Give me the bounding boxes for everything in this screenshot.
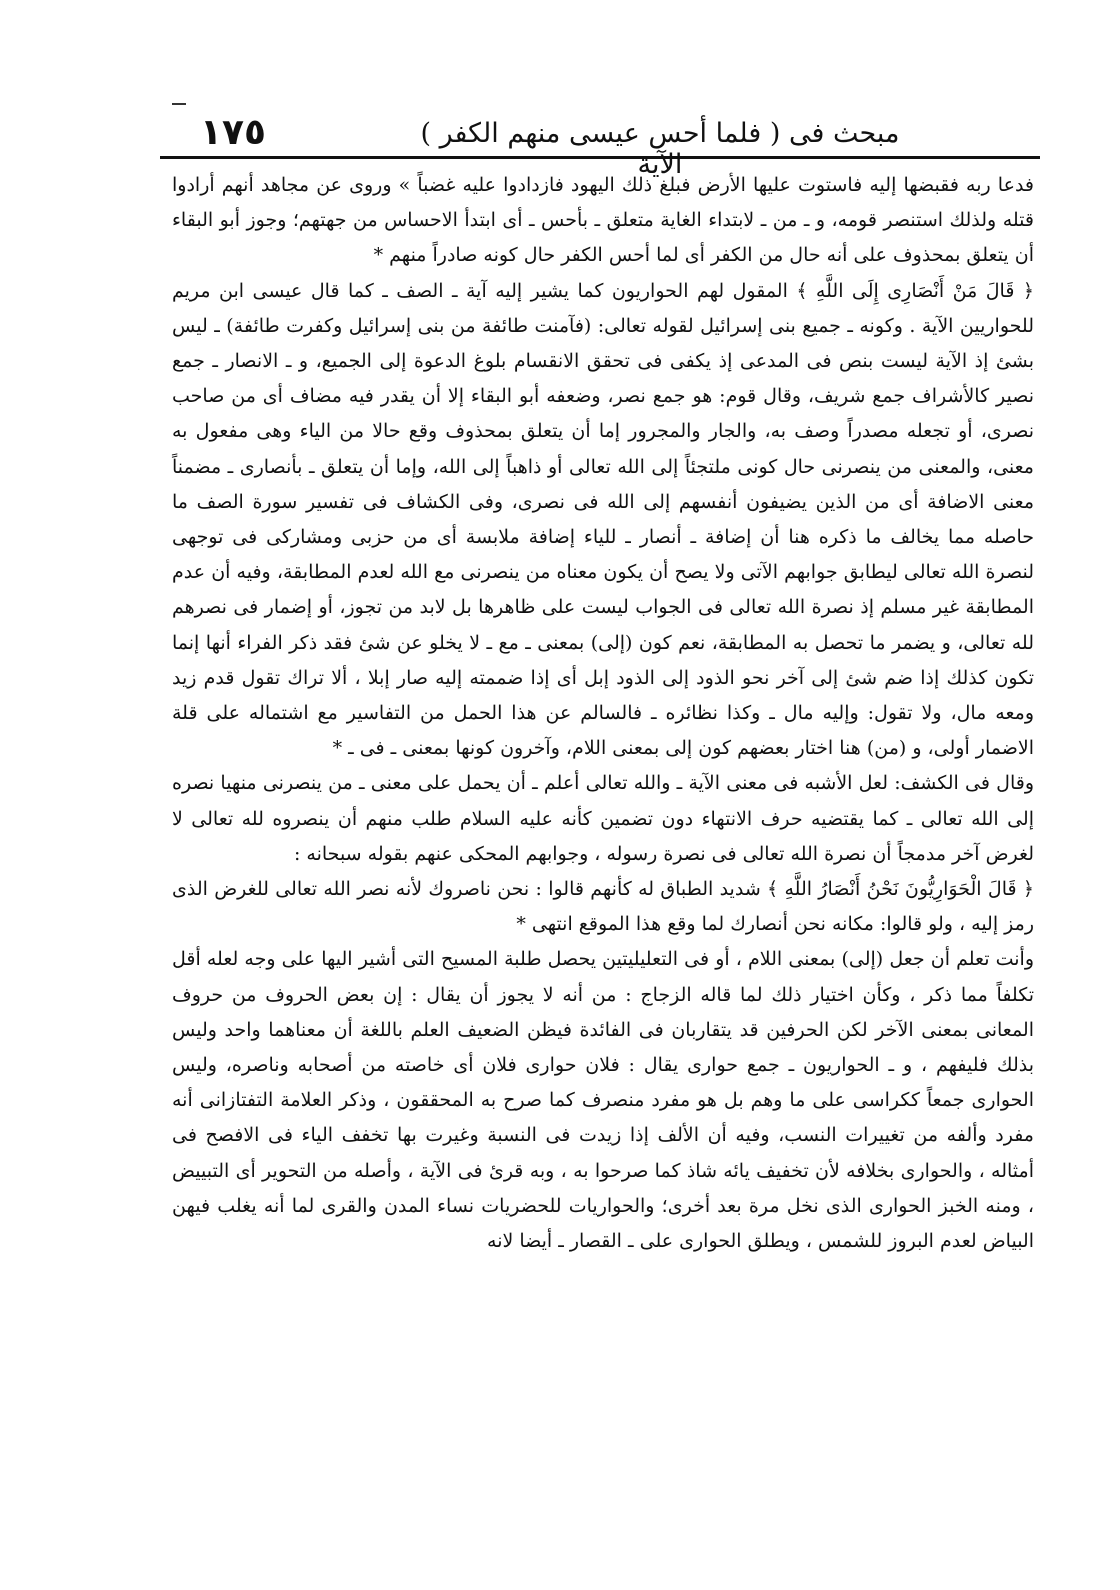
header-divider [160,156,1040,159]
page-header [160,108,1040,180]
paragraph: فدعا ربه فقبضها إليه فاستوت عليها الأرض فبلغ ذلك اليهود فازدادوا عليه غضباً » وروى عن مجاهد أنهم أرادوا قتله ولذلك استنصر قومه، و ـ من ـ لابتداء الغاية متعلق ـ بأحس ـ أى ابتدأ الاحساس من جهتهم؛ وجوز أبو البقاء أن يتعلق بمحذوف على أنه حال من الكفر أى لما أحس الكفر حال كونه صادراً منهم * [172,174,1034,267]
paragraph: وقال فى الكشف: لعل الأشبه فى معنى الآية ـ والله تعالى أعلم ـ أن يحمل على معنى ـ من ينصرنى منهيا نصره إلى الله تعالى ـ كما يقتضيه حرف الانتهاء دون تضمين كأنه عليه السلام طلب منهم أن ينصروه لله تعالى لا لغرض آخر مدمجاً أن نصرة الله تعالى فى نصرة رسوله ، وجوابهم المحكى عنهم بقوله سبحانه : [172,772,1034,865]
page-number: ١٧٥ [200,112,266,153]
paragraph: وأنت تعلم أن جعل (إلى) بمعنى اللام ، أو فى التعليليتين يحصل طلبة المسيح التى أشير اليها على وجه لعله أقل تكلفاً مما ذكر ، وكأن اختيار ذلك لما قاله الزجاج : من أنه لا يجوز أن يقال : إن بعض الحروف من حروف المعانى بمعنى الآخر لكن الحرفين قد يتقاربان فى الفائدة فيظن الضعيف العلم باللغة أن معناهما واحد وليس بذلك فليفهم ، و ـ الحواريون ـ جمع حوارى يقال : فلان حوارى فلان أى خاصته من أصحابه وناصره، وليس الحوارى جمعاً ككراسى على ما وهم بل هو مفرد منصرف كما صرح به المحققون ، وذكر العلامة التفتازانى أنه مفرد وألفه من تغييرات النسب، وفيه أن الألف إذا زيدت فى النسبة وغيرت بها تخفف الياء فى الافصح فى أمثاله ، والحوارى بخلافه لأن تخفيف يائه شاذ كما صرحوا به ، وبه قرئ فى الآية ، وأصله من التحوير أى التبييض ، ومنه الخبز الحوارى الذى نخل مرة بعد أخرى؛ والحواريات للحضريات نساء المدن والقرى لما أنه يغلب فيهن البياض لعدم البروز للشمس ، ويطلق الحوارى على ـ القصار ـ أيضا لانه [172,948,1034,1253]
scan-mark [172,103,186,105]
paragraph: ﴿ قَالَ الْحَوَارِيُّونَ نَحْنُ أَنْصَارُ اللَّهِ ﴾ شديد الطباق له كأنهم قالوا : نحن ناصروك لأنه نصر الله تعالى للغرض الذى رمز إليه ، ولو قالوا: مكانه نحن أنصارك لما وقع هذا الموقع انتهى * [172,878,1034,936]
running-title: مبحث فى ( فلما أحس عيسى منهم الكفر ) الآية [420,118,900,180]
main-text [172,168,1034,1573]
paragraph: ﴿ قَالَ مَنْ أَنْصَارِى إِلَى اللَّهِ ﴾ المقول لهم الحواريون كما يشير إليه آية ـ الصف ـ كما قال عيسى ابن مريم للحواريين الآية . وكونه ـ جميع بنى إسرائيل لقوله تعالى: (فآمنت طائفة من بنى إسرائيل وكفرت طائفة) ـ ليس بشئ إذ الآية ليست بنص فى المدعى إذ يكفى فى تحقق الانقسام بلوغ الدعوة إلى الجميع، و ـ الانصار ـ جمع نصير كالأشراف جمع شريف، وقال قوم: هو جمع نصر، وضعفه أبو البقاء إلا أن يقدر فيه مضاف أى من صاحب نصرى، أو تجعله مصدراً وصف به، والجار والمجرور إما أن يتعلق بمحذوف وقع حالا من الياء وهى مفعول به معنى، والمعنى من ينصرنى حال كونى ملتجئاً إلى الله تعالى أو ذاهباً إلى الله، وإما أن يتعلق ـ بأنصارى ـ مضمناً معنى الاضافة أى من الذين يضيفون أنفسهم إلى الله فى نصرى، وفى الكشاف فى تفسير سورة الصف ما حاصله مما يخالف ما ذكره هنا أن إضافة ـ أنصار ـ للياء إضافة ملابسة أى من حزبى ومشاركى فى توجهى لنصرة الله تعالى ليطابق جوابهم الآتى ولا يصح أن يكون معناه من ينصرنى مع الله لعدم المطابقة، وفيه أن عدم المطابقة غير مسلم إذ نصرة الله تعالى فى الجواب ليست على ظاهرها بل لابد من تجوز، أو إضمار فى نصرهم لله تعالى، و يضمر ما تحصل به المطابقة، نعم كون (إلى) بمعنى ـ مع ـ لا يخلو عن شئ فقد ذكر الفراء أنها إنما تكون كذلك إذا ضم شئ إلى آخر نحو الذود إلى الذود إبل أى إذا ضممته إليه صار إبلا ، ألا تراك تقول قدم زيد ومعه مال، ولا تقول: وإليه مال ـ وكذا نظائره ـ فالسالم عن هذا الحمل من التفاسير مع اشتماله على قلة الاضمار أولى، و (من) هنا اختار بعضهم كون إلى بمعنى اللام، وآخرون كونها بمعنى ـ فى ـ * [172,279,1034,760]
